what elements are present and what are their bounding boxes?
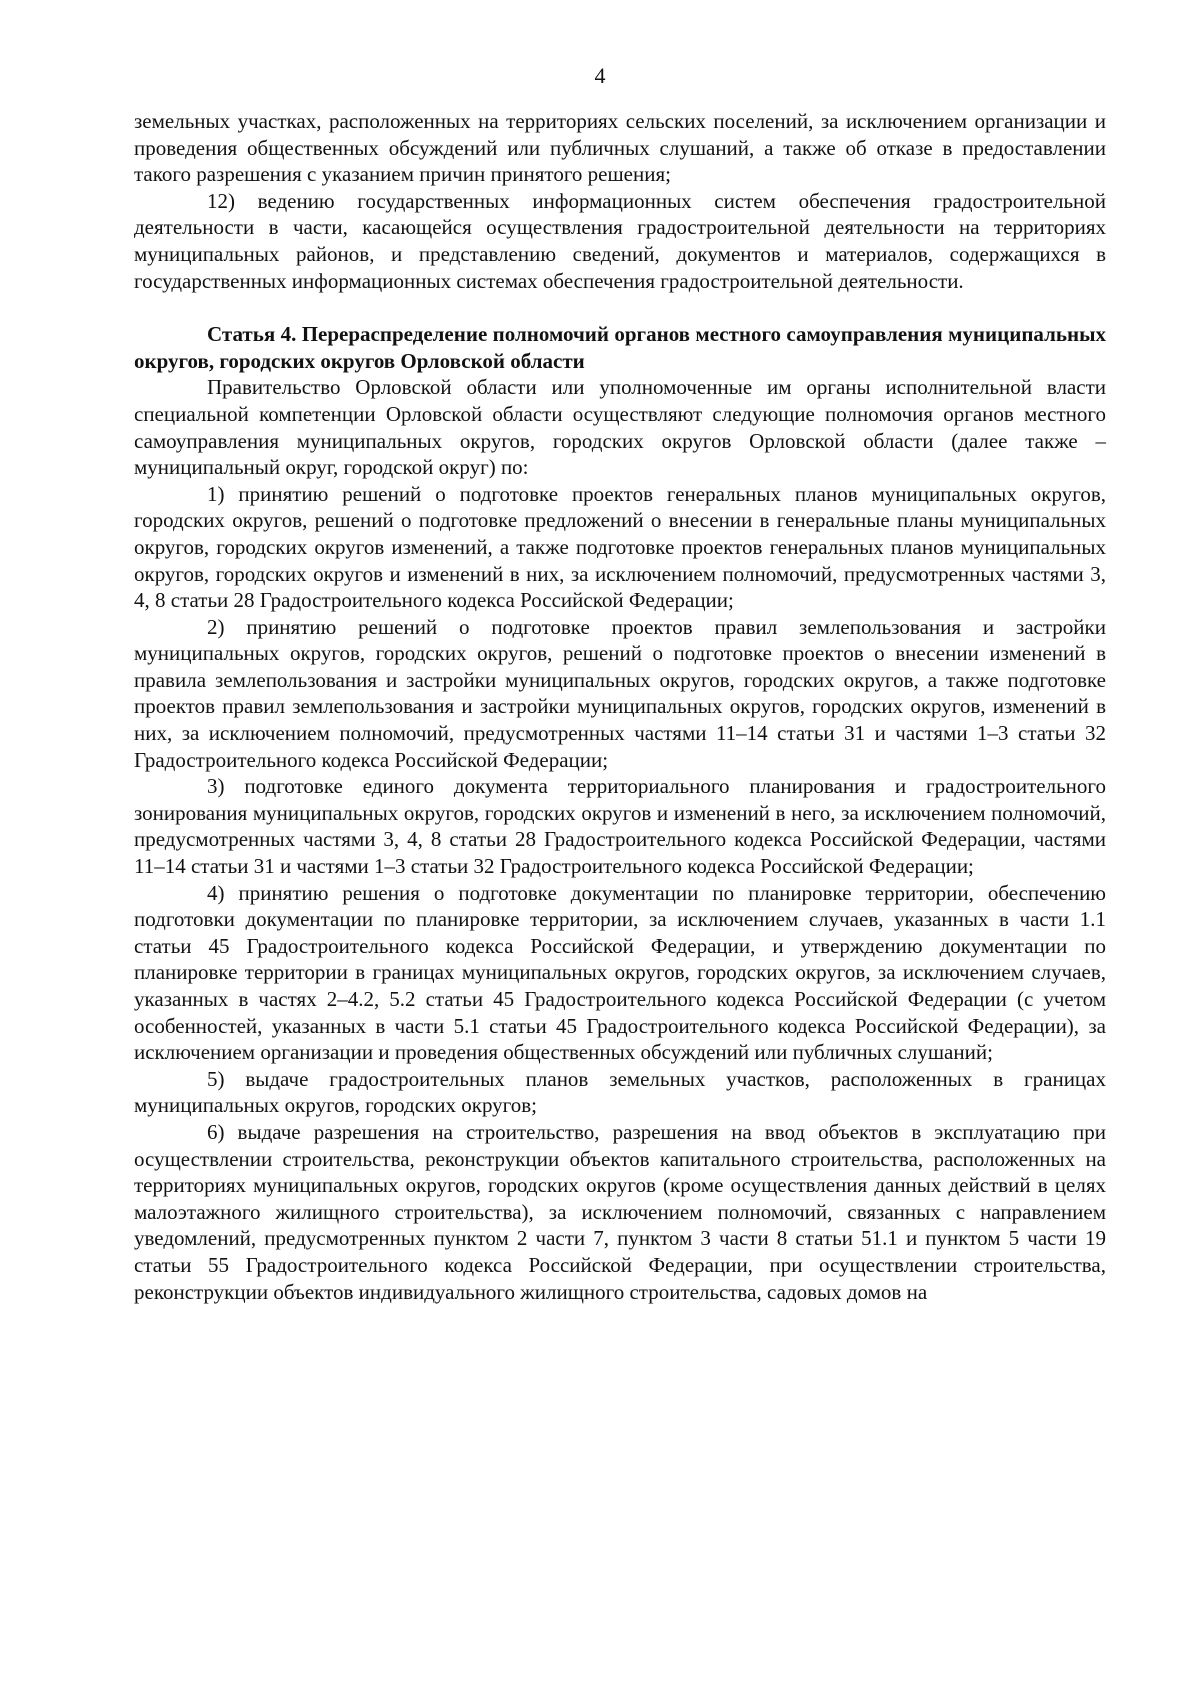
paragraph-item-3: 3) подготовке единого документа территориального планирования и градостроительного зонирования муниципальных округов, городских округов и изменений в него, за исключением полномочий, предусмотренных частями 3, 4, 8 статьи 28 Градостроительного кодекса Российской Федерации, частями 11–14 статьи 31 и частями 1–3 статьи 32 Градостроительного кодекса Российской Федерации; <box>134 774 1106 879</box>
paragraph-continuation: земельных участках, расположенных на территориях сельских поселений, за исключением организации и проведения общественных обсуждений или публичных слушаний, а также об отказе в предоставлении такого разрешения с указанием причин принятого решения; <box>134 109 1106 187</box>
page-number: 4 <box>594 63 606 88</box>
paragraph-article-4-intro: Правительство Орловской области или уполномоченные им органы исполнительной власти специальной компетенции Орловской области осуществляют следующие полномочия органов местного самоуправления муниципальных округов, городских округов Орловской области (далее также – муниципальный округ, городской округ) по: <box>134 375 1106 480</box>
paragraph-item-1: 1) принятию решений о подготовке проектов генеральных планов муниципальных округов, городских округов, решений о подготовке предложений о внесении в генеральные планы муниципальных округов, городских округов изменений, а также подготовке проектов генеральных планов муниципальных округов, городских округов и изменений в них, за исключением полномочий, предусмотренных частями 3, 4, 8 статьи 28 Градостроительного кодекса Российской Федерации; <box>134 481 1106 613</box>
paragraph-item-5: 5) выдаче градостроительных планов земельных участков, расположенных в границах муниципальных округов, городских округов; <box>134 1066 1106 1118</box>
paragraph-item-6: 6) выдаче разрешения на строительство, разрешения на ввод объектов в эксплуатацию при осуществлении строительства, реконструкции объектов капитального строительства, расположенных на территориях муниципальных округов, городских округов (кроме осуществления данных действий в целях малоэтажного жилищного строительства), за исключением полномочий, связанных с направлением уведомлений, предусмотренных пунктом 2 части 7, пунктом 3 части 8 статьи 51.1 и пунктом 5 части 19 статьи 55 Градостроительного кодекса Российской Федерации, при осуществлении строительства, реконструкции объектов индивидуального жилищного строительства, садовых домов на <box>134 1119 1106 1304</box>
paragraph-item-2: 2) принятию решений о подготовке проектов правил землепользования и застройки муниципальных округов, городских округов, решений о подготовке проектов о внесении изменений в правила землепользования и застройки муниципальных округов, городских округов, а также подготовке проектов правил землепользования и застройки муниципальных округов, городских округов, изменений в них, за исключением полномочий, предусмотренных частями 11–14 статьи 31 и частями 1–3 статьи 32 Градостроительного кодекса Российской Федерации; <box>134 614 1106 772</box>
paragraph-item-12: 12) ведению государственных информационных систем обеспечения градостроительной деятельности в части, касающейся осуществления градостроительной деятельности на территориях муниципальных районов, и представлению сведений, документов и материалов, содержащихся в государственных информационных системах обеспечения градостроительной деятельности. <box>134 188 1106 293</box>
article-4-heading: Статья 4. Перераспределение полномочий органов местного самоуправления муниципальных округов, городских округов Орловской области <box>134 322 1106 373</box>
paragraph-item-4: 4) принятию решения о подготовке документации по планировке территории, обеспечению подготовки документации по планировке территории, за исключением случаев, указанных в части 1.1 статьи 45 Градостроительного кодекса Российской Федерации, и утверждению документации по планировке территории в границах муниципальных округов, городских округов, за исключением случаев, указанных в частях 2–4.2, 5.2 статьи 45 Градостроительного кодекса Российской Федерации (с учетом особенностей, указанных в части 5.1 статьи 45 Градостроительного кодекса Российской Федерации), за исключением организации и проведения общественных обсуждений или публичных слушаний; <box>134 880 1106 1065</box>
document-body <box>134 108 1106 1305</box>
